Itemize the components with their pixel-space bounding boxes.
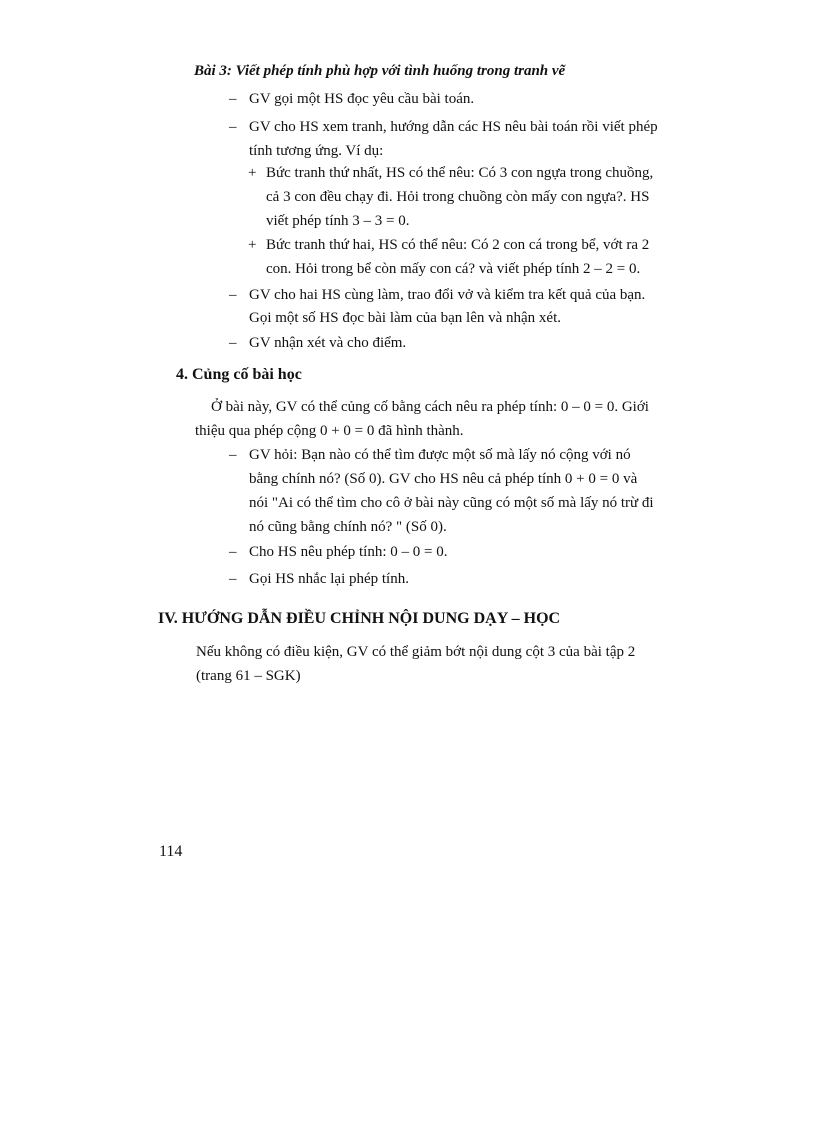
- bullet-text: Cho HS nêu phép tính: 0 – 0 = 0.: [249, 544, 448, 560]
- sub-bullet-marker: +: [248, 165, 257, 181]
- bullet-marker: –: [229, 447, 237, 463]
- bullet-marker: –: [229, 287, 237, 303]
- bullet-marker: –: [229, 544, 237, 560]
- page-number: 114: [159, 843, 183, 860]
- sub-bullet-text: viết phép tính 3 – 3 = 0.: [266, 213, 410, 229]
- bullet-text: nói "Ai có thể tìm cho cô ở bài này cũng có một số mà lấy nó trừ đi: [249, 495, 654, 511]
- exercise-label: Bài 3:: [194, 63, 232, 79]
- bullet-marker: –: [229, 91, 237, 107]
- section-heading-roman: IV. HƯỚNG DẪN ĐIỀU CHỈNH NỘI DUNG DẠY – HỌC: [158, 610, 561, 627]
- bullet-marker: –: [229, 571, 237, 587]
- sub-bullet-marker: +: [248, 237, 257, 253]
- bullet-text: GV cho hai HS cùng làm, trao đổi vở và kiểm tra kết quả của bạn.: [249, 287, 646, 303]
- paragraph-line: (trang 61 – SGK): [196, 668, 301, 684]
- bullet-text: bằng chính nó? (Số 0). GV cho HS nêu cả phép tính 0 + 0 = 0 và: [249, 471, 638, 487]
- paragraph-line: thiệu qua phép cộng 0 + 0 = 0 đã hình thành.: [195, 423, 464, 439]
- bullet-text: GV gọi một HS đọc yêu cầu bài toán.: [249, 91, 475, 107]
- bullet-text: tính tương ứng. Ví dụ:: [249, 143, 384, 159]
- bullet-text: GV hỏi: Bạn nào có thể tìm được một số mà lấy nó cộng với nó: [249, 447, 631, 463]
- bullet-marker: –: [229, 335, 237, 351]
- paragraph-line: Nếu không có điều kiện, GV có thể giảm bớt nội dung cột 3 của bài tập 2: [196, 644, 636, 660]
- bullet-text: nó cũng bằng chính nó? " (Số 0).: [249, 519, 447, 535]
- exercise-heading: [194, 62, 565, 80]
- exercise-title: Viết phép tính phù hợp với tình huống trong tranh vẽ: [235, 63, 566, 79]
- bullet-text: GV cho HS xem tranh, hướng dẫn các HS nêu bài toán rồi viết phép: [249, 119, 658, 135]
- sub-bullet-text: Bức tranh thứ nhất, HS có thể nêu: Có 3 con ngựa trong chuồng,: [266, 165, 654, 181]
- bullet-text: Gọi một số HS đọc bài làm của bạn lên và nhận xét.: [249, 310, 562, 326]
- sub-bullet-text: cả 3 con đều chạy đi. Hỏi trong chuồng còn mấy con ngựa?. HS: [266, 189, 650, 205]
- section-heading: 4. Củng cố bài học: [176, 366, 302, 383]
- bullet-text: GV nhận xét và cho điểm.: [249, 335, 407, 351]
- sub-bullet-text: Bức tranh thứ hai, HS có thể nêu: Có 2 con cá trong bể, vớt ra 2: [266, 237, 650, 253]
- paragraph-line: Ở bài này, GV có thể củng cố bằng cách nêu ra phép tính: 0 – 0 = 0. Giới: [211, 399, 649, 415]
- sub-bullet-text: con. Hỏi trong bể còn mấy con cá? và viết phép tính 2 – 2 = 0.: [266, 261, 641, 277]
- bullet-text: Gọi HS nhắc lại phép tính.: [249, 571, 409, 587]
- bullet-marker: –: [229, 119, 237, 135]
